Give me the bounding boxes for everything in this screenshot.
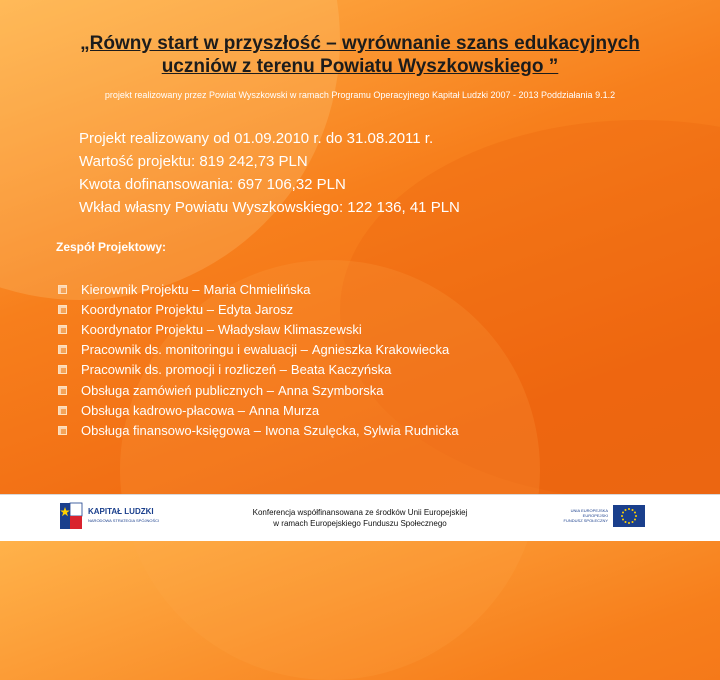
footer-line-2: w ramach Europejskiego Funduszu Społecznego xyxy=(273,519,447,528)
own-contribution: Wkład własny Powiatu Wyszkowskiego: 122 136, 41 PLN xyxy=(79,199,460,216)
title-line-1: „Równy start w przyszłość – wyrównanie szans edukacyjnych xyxy=(80,33,640,54)
team-heading: Zespół Projektowy: xyxy=(56,240,167,254)
square-bullet-icon xyxy=(58,386,67,395)
funding-amount: Kwota dofinansowania: 697 106,32 PLN xyxy=(79,176,346,193)
member-role: Obsługa zamówień publicznych – xyxy=(81,382,274,398)
square-bullet-icon xyxy=(58,325,67,334)
member-name: Agnieszka Krakowiecka xyxy=(311,342,450,358)
eu-name: UNIA EUROPEJSKA xyxy=(570,508,608,513)
member-name: Władysław Klimaszewski xyxy=(217,321,362,337)
kapital-ludzki-subtitle: NARODOWA STRATEGIA SPÓJNOŚCI xyxy=(88,518,160,523)
member-name: Anna Murza xyxy=(249,402,320,418)
kapital-ludzki-logo xyxy=(58,501,158,535)
member-role: Koordynator Projektu – xyxy=(81,301,214,317)
member-name: Edyta Jarosz xyxy=(217,301,294,317)
footer-bar xyxy=(0,494,720,541)
title-line-2: uczniów z terenu Powiatu Wyszkowskiego ” xyxy=(161,56,559,77)
member-role: Obsługa kadrowo-płacowa – xyxy=(81,402,246,418)
list-item xyxy=(58,360,459,380)
square-bullet-icon xyxy=(58,285,67,294)
member-name: Iwona Szulęcka, Sylwia Rudnicka xyxy=(264,422,459,438)
list-item xyxy=(58,299,459,319)
list-item xyxy=(58,319,459,339)
eu-logo xyxy=(560,504,648,532)
list-item xyxy=(58,279,459,299)
member-role: Pracownik ds. promocji i rozliczeń – xyxy=(81,362,287,378)
team-list xyxy=(58,279,459,441)
list-item xyxy=(58,380,459,400)
eu-fund-line-1: EUROPEJSKI xyxy=(582,513,608,518)
member-name: Beata Kaczyńska xyxy=(290,362,392,378)
kapital-ludzki-name: KAPITAŁ LUDZKI xyxy=(88,507,154,516)
square-bullet-icon xyxy=(58,365,67,374)
member-role: Obsługa finansowo-księgowa – xyxy=(81,422,261,438)
square-bullet-icon xyxy=(58,345,67,354)
square-bullet-icon xyxy=(58,426,67,435)
project-period: Projekt realizowany od 01.09.2010 r. do 31.08.2011 r. xyxy=(79,130,434,147)
kapital-ludzki-flag-icon xyxy=(58,501,84,531)
footer-line-1: Konferencja współfinansowana ze środków Unii Europejskiej xyxy=(252,508,468,517)
member-name: Maria Chmielińska xyxy=(203,281,311,297)
project-value: Wartość projektu: 819 242,73 PLN xyxy=(79,153,308,170)
member-role: Koordynator Projektu – xyxy=(81,321,214,337)
member-role: Kierownik Projektu – xyxy=(81,281,200,297)
list-item xyxy=(58,420,459,440)
list-item xyxy=(58,400,459,420)
square-bullet-icon xyxy=(58,406,67,415)
eu-flag-icon xyxy=(613,505,645,527)
member-role: Pracownik ds. monitoringu i ewaluacji – xyxy=(81,342,308,358)
eu-fund-line-2: FUNDUSZ SPOŁECZNY xyxy=(563,518,608,523)
square-bullet-icon xyxy=(58,305,67,314)
footer-funding-note xyxy=(200,507,520,529)
page-title xyxy=(40,32,680,78)
project-details xyxy=(79,127,460,219)
member-name: Anna Szymborska xyxy=(277,382,384,398)
list-item xyxy=(58,340,459,360)
project-subtitle: projekt realizowany przez Powiat Wyszkowski w ramach Programu Operacyjnego Kapitał Ludzki 2007 - 2013 Poddziałania 9.1.2 xyxy=(104,90,616,100)
